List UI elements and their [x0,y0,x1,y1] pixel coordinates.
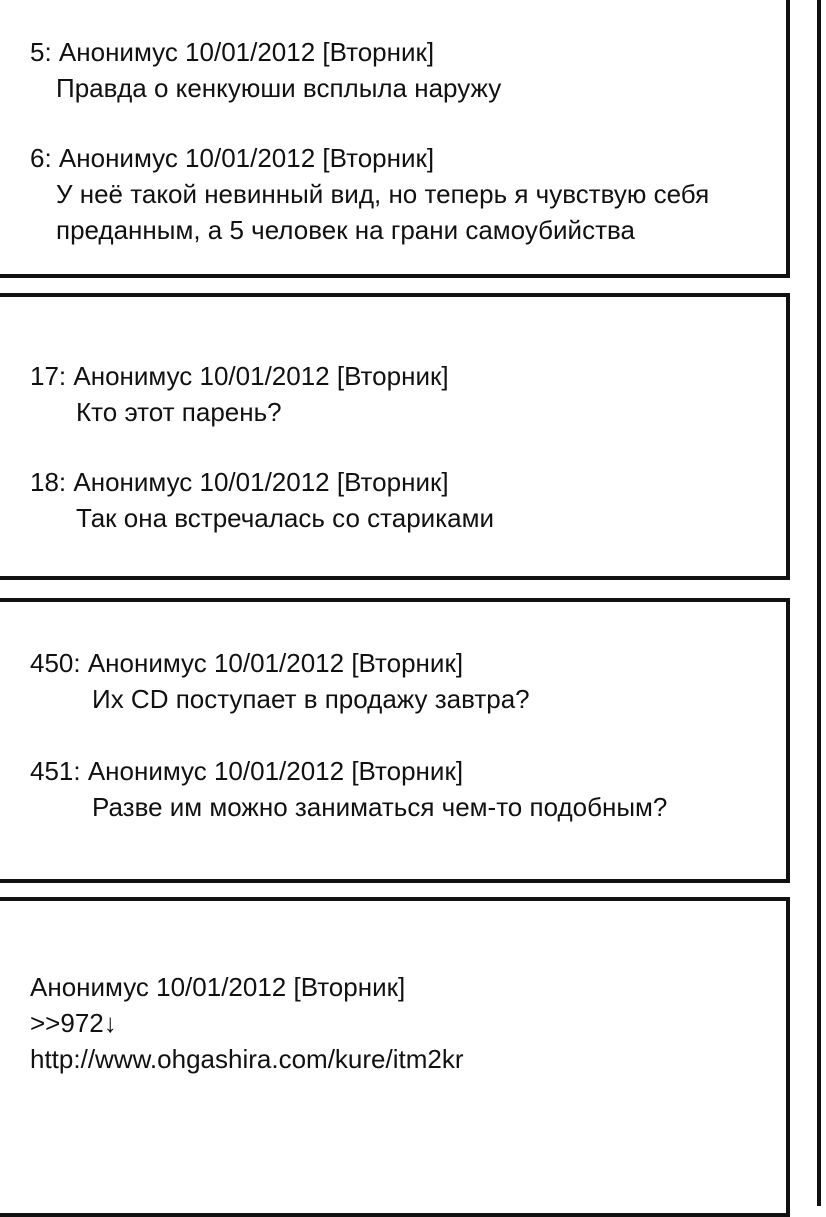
post-body-451: Разве им можно заниматься чем-то подобным? [92,792,668,822]
post-header-450: 450: Анонимус 10/01/2012 [Вторник] [30,648,464,678]
page-right-border [817,0,821,1206]
post-body-5: Правда о кенкуюши всплыла наружу [56,73,502,103]
post-header-5: 5: Анонимус 10/01/2012 [Вторник] [30,37,435,67]
post-body-6-line-1: У неё такой невинный вид, но теперь я чувствую себя [56,179,710,209]
url-link[interactable]: http://www.ohgashira.com/kure/itm2kr [30,1044,464,1074]
post-body-18: Так она встречалась со стариками [76,503,495,533]
comment-panel-2 [0,293,790,580]
post-header-17: 17: Анонимус 10/01/2012 [Вторник] [30,361,449,391]
post-header-6: 6: Анонимус 10/01/2012 [Вторник] [30,143,435,173]
post-header-18: 18: Анонимус 10/01/2012 [Вторник] [30,467,449,497]
post-body-450: Их CD поступает в продажу завтра? [92,684,530,714]
comment-panel-3 [0,598,790,883]
post-body-6-line-2: преданным, а 5 человек на грани самоубийства [56,215,635,245]
post-header-anon: Анонимус 10/01/2012 [Вторник] [30,972,406,1002]
post-header-451: 451: Анонимус 10/01/2012 [Вторник] [30,756,464,786]
reply-reference-link[interactable]: >>972↓ [30,1008,117,1038]
post-body-17: Кто этот парень? [76,397,282,427]
